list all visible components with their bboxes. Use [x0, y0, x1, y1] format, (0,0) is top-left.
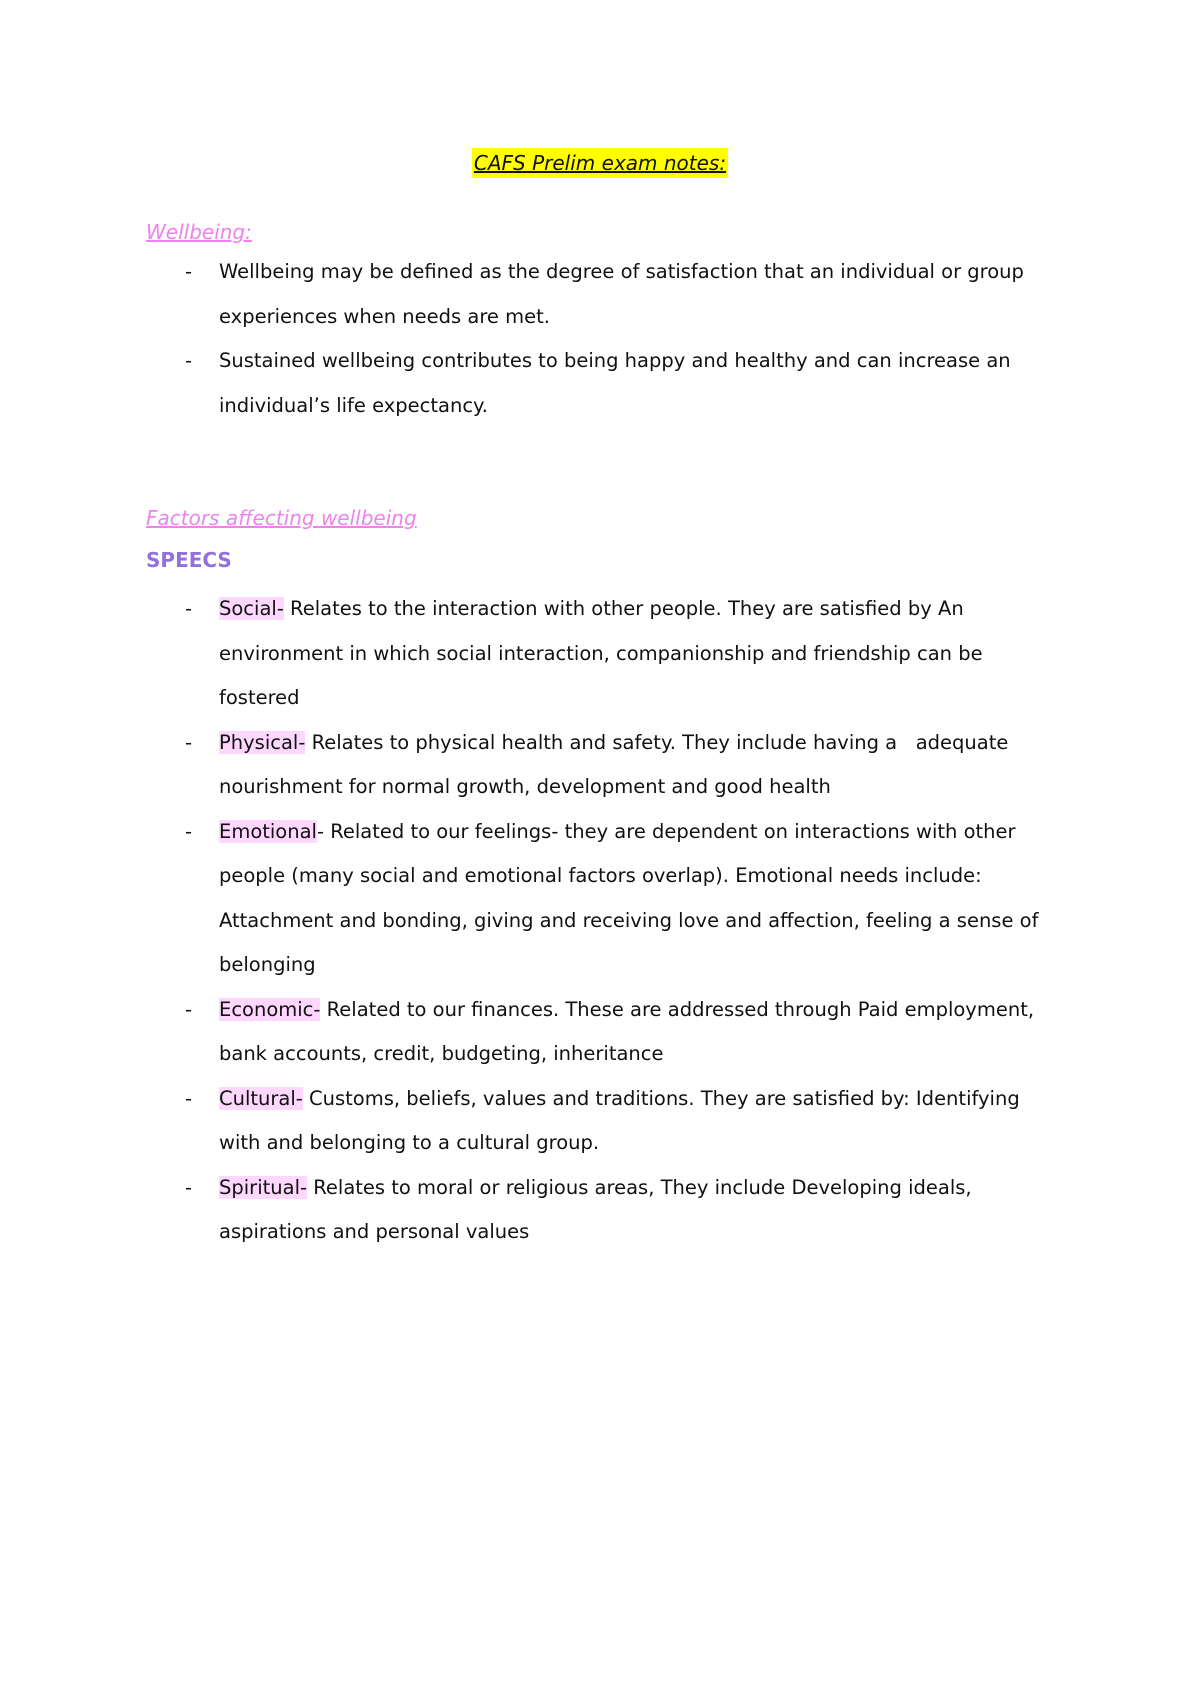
- page-title: CAFS Prelim exam notes:: [472, 148, 728, 178]
- factor-term: Emotional: [219, 819, 317, 843]
- item-text: Sustained wellbeing contributes to being happy and healthy and can increase an individual’s life expectancy.: [219, 349, 1011, 417]
- list-item: [185, 587, 1065, 721]
- bullet-dash: -: [185, 349, 193, 372]
- list-item: [185, 1077, 1065, 1166]
- factor-term: Cultural-: [219, 1086, 303, 1110]
- list-item: [185, 339, 1065, 428]
- factor-description: Related to our finances. These are addressed through Paid employment, bank accounts, credit, budgeting, inheritance: [219, 997, 1035, 1065]
- factor-term: Social-: [219, 597, 284, 620]
- bullet-dash: -: [185, 1175, 193, 1199]
- factors-heading: Factors affecting wellbeing: [146, 506, 417, 530]
- bullet-dash: -: [185, 730, 193, 754]
- list-item: [185, 250, 1065, 339]
- factor-term: Economic-: [219, 997, 321, 1021]
- factor-description: Relates to physical health and safety. They include having a adequate nourishment for normal growth, development and good health: [219, 730, 1015, 798]
- list-item: [185, 1166, 1065, 1255]
- acronym-label: SPEECS: [146, 548, 232, 572]
- factors-list: [185, 587, 1065, 1255]
- factor-description: Relates to the interaction with other people. They are satisfied by An environment in which social interaction, companionship and friendship can be fostered: [219, 597, 983, 709]
- title-row: [0, 148, 1200, 180]
- bullet-dash: -: [185, 260, 193, 283]
- item-text: Wellbeing may be defined as the degree of satisfaction that an individual or group experiences when needs are met.: [219, 260, 1024, 328]
- factor-term: Spiritual-: [219, 1175, 308, 1199]
- wellbeing-list: [185, 250, 1065, 428]
- bullet-dash: -: [185, 597, 193, 620]
- factor-description: - Related to our feelings- they are dependent on interactions with other people (many social and emotional factors overlap). Emotional needs include: Attachment and bonding, giving and receiving love and affection, feeling a sense of belonging: [219, 819, 1039, 976]
- factor-description: Relates to moral or religious areas, They include Developing ideals, aspirations and personal values: [219, 1175, 972, 1243]
- bullet-dash: -: [185, 997, 193, 1021]
- list-item: [185, 721, 1065, 810]
- bullet-dash: -: [185, 819, 193, 843]
- list-item: [185, 810, 1065, 988]
- factor-description: Customs, beliefs, values and traditions. They are satisfied by: Identifying with and belonging to a cultural group.: [219, 1086, 1020, 1154]
- factor-term: Physical-: [219, 730, 306, 754]
- list-item: [185, 988, 1065, 1077]
- wellbeing-heading: Wellbeing:: [146, 220, 252, 244]
- bullet-dash: -: [185, 1086, 193, 1110]
